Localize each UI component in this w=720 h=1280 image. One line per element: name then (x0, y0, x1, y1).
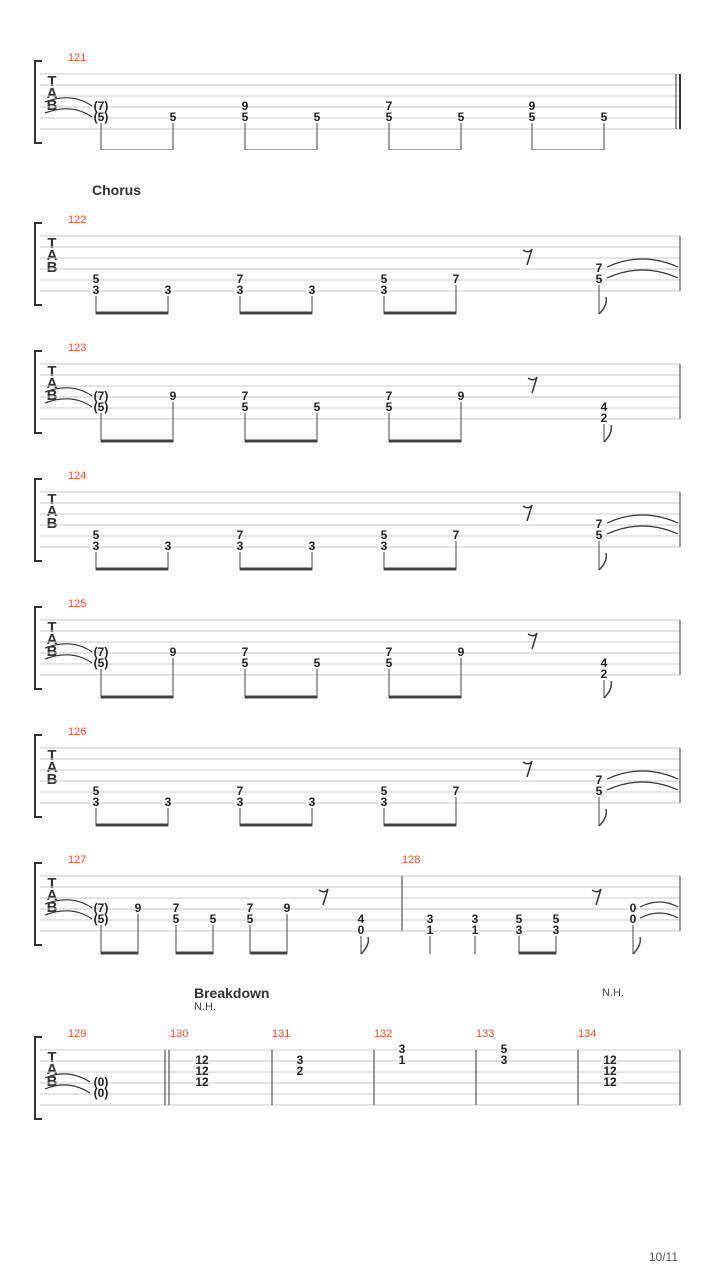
fret: 7 (452, 272, 460, 286)
fret: 5 (385, 110, 393, 124)
fret: 3 (236, 283, 244, 297)
measure-number: 124 (68, 470, 87, 482)
fret: 5 (246, 912, 254, 926)
fret: 12 (603, 1064, 617, 1078)
fret: 1 (398, 1053, 406, 1067)
fret: 12 (603, 1075, 617, 1089)
fret: (7) (93, 901, 109, 915)
fret: 7 (172, 901, 180, 915)
fret: 4 (357, 912, 365, 926)
fret: 5 (313, 656, 321, 670)
tie-arc (607, 270, 678, 278)
tab-clef: T A B (46, 491, 58, 532)
staff-svg (0, 729, 720, 829)
fret: 5 (385, 656, 393, 670)
fret: 5 (241, 656, 249, 670)
fret: (7) (93, 99, 109, 113)
tab-clef: T A B (46, 619, 58, 660)
fret: 5 (313, 400, 321, 414)
fret: 9 (241, 99, 249, 113)
fret: 5 (595, 272, 603, 286)
fret: 5 (552, 912, 560, 926)
fret: 5 (600, 110, 608, 124)
staff-svg (0, 345, 720, 445)
staff-svg (0, 473, 720, 573)
fret: 12 (603, 1053, 617, 1067)
tab-system-5 (0, 598, 720, 701)
fret: (5) (93, 912, 109, 926)
fret: 3 (296, 1053, 304, 1067)
fret: 5 (385, 400, 393, 414)
tie-arc (607, 259, 678, 267)
fret: 5 (169, 110, 177, 124)
staff-svg (0, 601, 720, 701)
fret: 3 (164, 795, 172, 809)
natural-harmonic-label: N.H. (194, 1001, 216, 1013)
fret: (0) (93, 1086, 109, 1100)
fret: 2 (600, 667, 608, 681)
fret: (5) (93, 656, 109, 670)
fret: 5 (172, 912, 180, 926)
measure-number: 129 (68, 1028, 87, 1040)
eighth-rest (523, 249, 532, 265)
fret: 4 (600, 656, 608, 670)
fret: 12 (195, 1064, 209, 1078)
fret: 3 (308, 539, 316, 553)
eighth-rest (528, 633, 537, 649)
measure-number: 128 (402, 854, 421, 866)
fret: 2 (600, 411, 608, 425)
fret: (0) (93, 1075, 109, 1089)
fret: 3 (471, 912, 479, 926)
fret: 3 (426, 912, 434, 926)
fret: 5 (595, 784, 603, 798)
fret: 0 (357, 923, 365, 937)
measure-number: 130 (170, 1028, 189, 1040)
fret: 1 (426, 923, 434, 937)
eighth-rest (523, 761, 532, 777)
eighth-rest (319, 889, 328, 905)
measure-number: 126 (68, 726, 87, 738)
measure-number: 122 (68, 214, 87, 226)
fret: 5 (457, 110, 465, 124)
fret: 5 (241, 110, 249, 124)
measure-number: 131 (272, 1028, 291, 1040)
fret: 5 (380, 784, 388, 798)
tab-system-7 (0, 854, 720, 957)
fret: (5) (93, 400, 109, 414)
fret: 2 (296, 1064, 304, 1078)
fret: 7 (595, 261, 603, 275)
staff-svg (0, 217, 720, 317)
fret: 3 (164, 539, 172, 553)
beams (101, 123, 604, 150)
fret: 3 (308, 795, 316, 809)
natural-harmonic-label: N.H. (602, 987, 624, 999)
fret: 7 (236, 272, 244, 286)
fret: 5 (92, 272, 100, 286)
tab-clef: T A B (46, 1049, 58, 1090)
fret: 7 (241, 645, 249, 659)
fret: 3 (380, 539, 388, 553)
tab-system-8 (0, 1028, 720, 1121)
fret: 7 (595, 517, 603, 531)
tie-arc (45, 109, 92, 117)
tab-system-6 (0, 726, 720, 829)
fret: 4 (600, 400, 608, 414)
fret: 9 (528, 99, 536, 113)
fret: 12 (195, 1075, 209, 1089)
fret: 9 (134, 901, 142, 915)
fret: 5 (92, 528, 100, 542)
fret: 7 (595, 773, 603, 787)
tab-clef: T A B (46, 875, 58, 916)
fret: 0 (629, 912, 637, 926)
fret: 9 (169, 645, 177, 659)
tab-system-1 (0, 52, 720, 150)
fret: 3 (308, 283, 316, 297)
tab-system-2 (0, 214, 720, 317)
eighth-rest (592, 889, 601, 905)
fret: 7 (236, 528, 244, 542)
fret: 7 (385, 99, 393, 113)
measure-number: 127 (68, 854, 87, 866)
fret: 3 (398, 1042, 406, 1056)
page-number: 10/11 (648, 1250, 678, 1264)
eighth-rest (528, 377, 537, 393)
fret: 7 (452, 784, 460, 798)
fret: 3 (380, 795, 388, 809)
tab-clef: T A B (46, 363, 58, 404)
fret: 9 (457, 645, 465, 659)
fret: (7) (93, 645, 109, 659)
tab-system-3 (0, 342, 720, 445)
fret: 5 (500, 1042, 508, 1056)
measure-number: 133 (476, 1028, 495, 1040)
fret: 3 (515, 923, 523, 937)
staff-svg (0, 1031, 720, 1121)
fret: 9 (457, 389, 465, 403)
measure-number: 134 (578, 1028, 597, 1040)
fret: 9 (283, 901, 291, 915)
section-label-chorus: Chorus (92, 182, 141, 198)
fret: 5 (209, 912, 217, 926)
fret: 7 (236, 784, 244, 798)
tie-arc (45, 98, 92, 106)
measure-number: 123 (68, 342, 87, 354)
fret: 7 (385, 389, 393, 403)
fret: 3 (92, 795, 100, 809)
fret: 3 (92, 283, 100, 297)
tab-clef: T A B (46, 747, 58, 788)
fret: 5 (241, 400, 249, 414)
fret: 7 (241, 389, 249, 403)
tab-clef: T A B (46, 235, 58, 276)
fret: 5 (313, 110, 321, 124)
fret: 3 (380, 283, 388, 297)
fret: 12 (195, 1053, 209, 1067)
fret: 3 (236, 539, 244, 553)
staff-lines (40, 74, 680, 129)
fret: 0 (629, 901, 637, 915)
fret: 5 (595, 528, 603, 542)
measure-number: 121 (68, 52, 87, 64)
staff-svg (0, 857, 720, 957)
staff-svg (0, 55, 720, 150)
fret: (5) (93, 110, 109, 124)
fret: 3 (500, 1053, 508, 1067)
fret: 5 (92, 784, 100, 798)
fret: 3 (92, 539, 100, 553)
fret: 3 (164, 283, 172, 297)
measure-number: 132 (374, 1028, 393, 1040)
fret: 5 (515, 912, 523, 926)
measure-number: 125 (68, 598, 87, 610)
fret: 1 (471, 923, 479, 937)
fret: 5 (528, 110, 536, 124)
fret: 5 (380, 528, 388, 542)
section-label-breakdown: Breakdown (194, 985, 270, 1001)
fret: 5 (380, 272, 388, 286)
fret: 7 (246, 901, 254, 915)
tab-clef: T A B (46, 73, 58, 114)
fret: (7) (93, 389, 109, 403)
fret: 9 (169, 389, 177, 403)
fret: 7 (452, 528, 460, 542)
fret: 7 (385, 645, 393, 659)
fret-numbers (94, 99, 608, 124)
fret: 3 (236, 795, 244, 809)
eighth-rest (523, 505, 532, 521)
fret: 3 (552, 923, 560, 937)
tab-system-4 (0, 470, 720, 573)
